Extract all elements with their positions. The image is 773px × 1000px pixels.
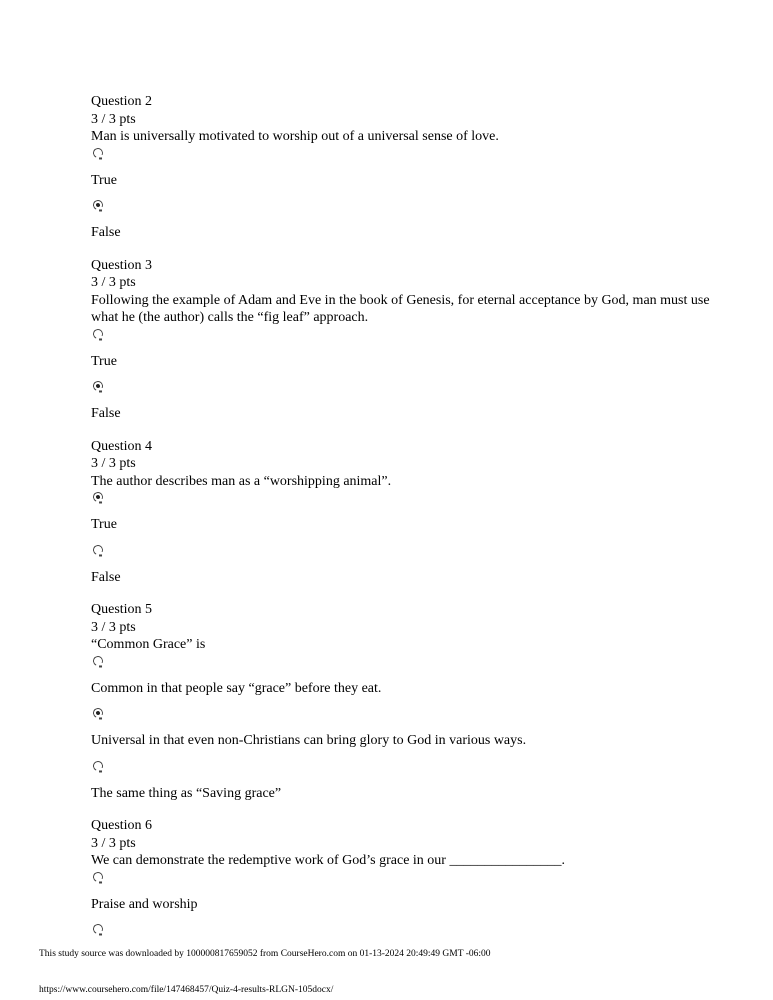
radio-unselected-icon[interactable] [92, 543, 105, 556]
option-radio-row [91, 870, 731, 896]
radio-unselected-icon[interactable] [92, 654, 105, 667]
radio-unselected-icon[interactable] [92, 146, 105, 159]
question-title: Question 3 [91, 257, 153, 273]
option-label: False [91, 406, 121, 421]
radio-selected-icon[interactable] [92, 707, 105, 720]
question-score: 3 / 3 pts [91, 619, 136, 635]
question-block [91, 601, 731, 802]
question-score: 3 / 3 pts [91, 835, 136, 851]
radio-unselected-icon[interactable] [92, 759, 105, 772]
question-title: Question 6 [91, 818, 153, 833]
question-block [91, 817, 731, 948]
option-radio-row [91, 706, 731, 732]
option-label: True [91, 172, 117, 188]
option-label: Praise and worship [91, 896, 198, 912]
option-radio-row [91, 922, 731, 948]
option-radio-row [91, 146, 731, 172]
question-text: “Common Grace” is [91, 637, 206, 652]
footer-source-text: This study source was downloaded by 100000817659052 from CourseHero.com on 01-13-2024 20:49:49 GMT -06:00 [39, 949, 491, 959]
question-block [91, 257, 731, 423]
question-score: 3 / 3 pts [91, 456, 136, 471]
radio-selected-icon[interactable] [92, 199, 105, 212]
option-label: False [91, 225, 121, 240]
question-title: Question 2 [91, 94, 153, 109]
option-label: Common in that people say “grace” before they eat. [91, 680, 382, 696]
option-radio-row [91, 198, 731, 224]
question-score: 3 / 3 pts [91, 275, 136, 290]
question-title: Question 4 [91, 438, 153, 454]
radio-unselected-icon[interactable] [92, 870, 105, 883]
option-label: False [91, 569, 121, 585]
option-radio-row [91, 543, 731, 569]
radio-selected-icon[interactable] [92, 491, 105, 504]
footer-url-text: https://www.coursehero.com/file/147468457/Quiz-4-results-RLGN-105docx/ [39, 985, 334, 995]
option-radio-row [91, 490, 731, 516]
question-score: 3 / 3 pts [91, 111, 136, 127]
radio-unselected-icon[interactable] [92, 923, 105, 936]
question-title: Question 5 [91, 602, 153, 617]
option-radio-row [91, 759, 731, 785]
question-text: We can demonstrate the redemptive work of God’s grace in our ________________. [91, 853, 565, 868]
radio-unselected-icon[interactable] [92, 327, 105, 340]
option-label: The same thing as “Saving grace” [91, 785, 282, 801]
option-label: True [91, 517, 117, 532]
option-label: True [91, 353, 117, 369]
question-text: Following the example of Adam and Eve in the book of Genesis, for eternal acceptance by God, man must use what he (the author) calls the “fig leaf” approach. [91, 292, 710, 325]
option-radio-row [91, 379, 731, 405]
option-label: Universal in that even non-Christians can bring glory to God in various ways. [91, 733, 527, 748]
question-text: Man is universally motivated to worship out of a universal sense of love. [91, 129, 499, 144]
option-radio-row [91, 654, 731, 680]
question-block [91, 93, 731, 242]
question-block [91, 438, 731, 587]
quiz-results [91, 93, 731, 963]
radio-selected-icon[interactable] [92, 380, 105, 393]
question-text: The author describes man as a “worshipping animal”. [91, 473, 392, 489]
option-radio-row [91, 327, 731, 353]
